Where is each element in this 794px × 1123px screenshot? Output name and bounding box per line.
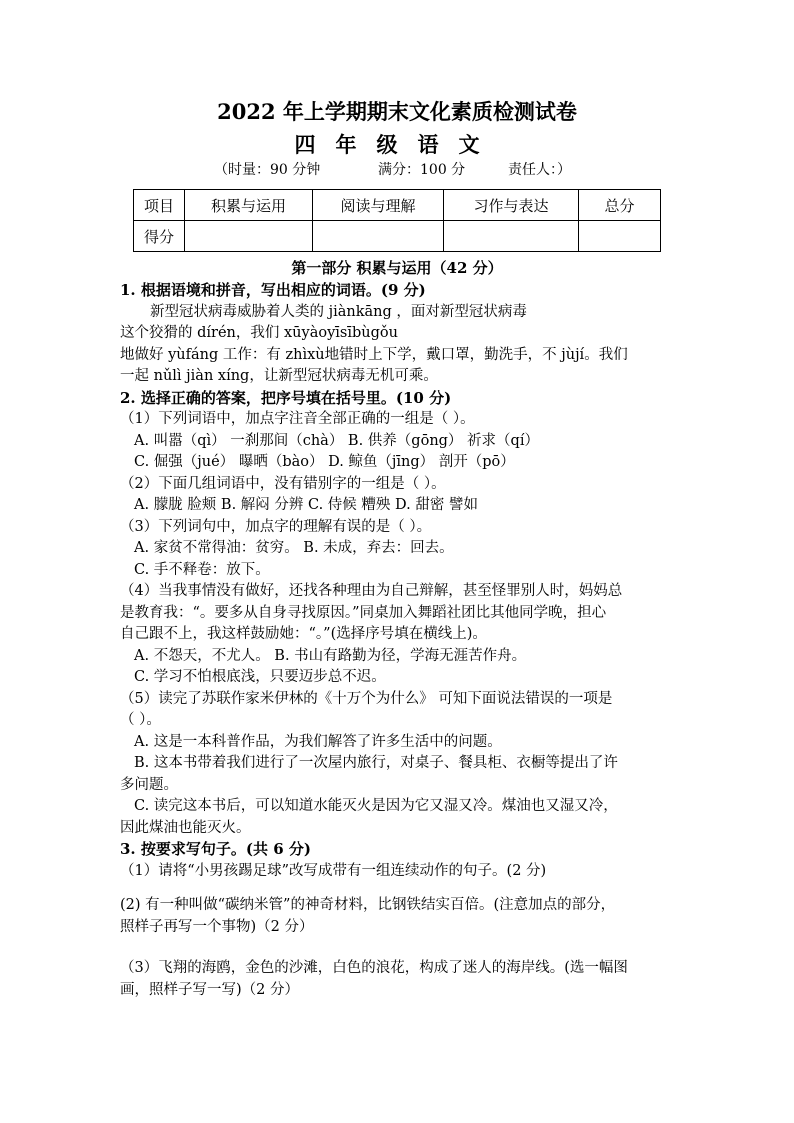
exam-title: 2022 年上学期期末文化素质检测试卷 xyxy=(217,99,577,124)
question-text-line: A. 这是一本科普作品，为我们解答了许多生活中的问题。 xyxy=(134,733,502,750)
question-heading: 1. 根据语境和拼音，写出相应的词语。(9 分) xyxy=(120,281,426,299)
question-text-line: 画，照样子写一写)（2 分） xyxy=(120,982,299,998)
question-text-line: 一起 nǔlì jiàn xíng，让新型冠状病毒无机可乘。 xyxy=(120,368,438,384)
question-text-line: （ ）。 xyxy=(120,712,161,728)
question-text-line: C. 倔强（jué） 曝晒（bào） D. 鲸鱼（jīng） 剖开（pō） xyxy=(134,454,515,470)
question-heading: 2. 选择正确的答案，把序号填在括号里。(10 分) xyxy=(120,388,452,407)
score-cell[interactable] xyxy=(579,221,661,252)
question-text-line: 因此煤油也能灭火。 xyxy=(120,819,251,836)
score-cell[interactable] xyxy=(313,221,444,252)
score-cell[interactable] xyxy=(185,221,313,252)
question-text-line: （1）请将“小男孩踢足球”改写成带有一组连续动作的句子。(2 分) xyxy=(120,862,547,879)
question-text-line: C. 读完这本书后，可以知道水能灭火是因为它又湿又冷。煤油也又湿又冷， xyxy=(134,798,618,814)
table-row-label: 得分 xyxy=(134,221,185,252)
question-text-line: （5）读完了苏联作家米伊林的《十万个为什么》 可知下面说法错误的一项是 xyxy=(120,690,613,707)
table-header-cell: 积累与运用 xyxy=(185,190,313,221)
question-text-line: （2）下面几组词语中，没有错别字的一组是（ ）。 xyxy=(120,475,446,492)
question-text-line: A. 不怨天，不尤人。 B. 书山有路勤为径，学海无涯苦作舟。 xyxy=(134,647,527,664)
score-table-header-row xyxy=(134,190,661,221)
question-text-line: C. 学习不怕根底浅，只要迈步总不迟。 xyxy=(134,669,386,685)
question-text-line: （4）当我事情没有做好，还找各种理由为自己辩解，甚至怪罪别人时，妈妈总 xyxy=(120,583,623,599)
question-text-line: A. 家贫不常得油：贫穷。 B. 未成，弃去：回去。 xyxy=(134,540,454,556)
score-table xyxy=(133,189,661,252)
question-text-line: C. 手不释卷：放下。 xyxy=(134,561,270,578)
question-text-line: 这个狡猾的 dírén，我们 xūyàoyīsībùgǒu xyxy=(120,325,398,341)
question-text-line: （3）飞翔的海鸥，金色的沙滩，白色的浪花，构成了迷人的海岸线。(选一幅图 xyxy=(120,960,628,976)
score-table-score-row xyxy=(134,221,661,252)
question-text-line: (2) 有一种叫做“碳纳米管”的神奇材料，比钢铁结实百倍。(注意加点的部分， xyxy=(120,897,616,913)
table-header-cell: 项目 xyxy=(134,190,185,221)
exam-subtitle: 四年级语文 xyxy=(294,132,500,157)
question-text-line: 地做好 yùfáng 工作：有 zhìxù地错时上下学，戴口罩，勤洗手，不 jùjí。我们 xyxy=(120,346,628,363)
responsible-person: 责任人：） xyxy=(508,162,571,178)
time-limit: （时量：90 分钟 xyxy=(214,162,321,178)
question-text-line: A. 朦胧 脸颊 B. 解闷 分辨 C. 侍候 糟殃 D. 甜密 譬如 xyxy=(134,497,478,513)
score-cell[interactable] xyxy=(444,221,579,252)
table-header-cell: 阅读与理解 xyxy=(313,190,444,221)
question-text-line: 是教育我：“。要多从自身寻找原因。”同桌加入舞蹈社团比其他同学晚，担心 xyxy=(120,604,607,621)
table-header-cell: 总分 xyxy=(579,190,661,221)
question-text-line: 多问题。 xyxy=(120,776,178,793)
question-heading: 3. 按要求写句子。(共 6 分) xyxy=(120,840,311,858)
question-text-line: 照样子再写一个事物)（2 分） xyxy=(120,919,314,935)
question-text-line: （3）下列词句中，加点字的理解有误的是（ ）。 xyxy=(120,518,432,535)
question-text-line: 新型冠状病毒威胁着人类的 jiànkāng ，面对新型冠状病毒 xyxy=(150,303,527,320)
table-header-cell: 习作与表达 xyxy=(444,190,579,221)
section-title: 第一部分 积累与运用（42 分） xyxy=(291,259,503,277)
question-text-line: B. 这本书带着我们进行了一次屋内旅行，对桌子、餐具柜、衣橱等提出了许 xyxy=(134,755,618,771)
question-text-line: （1）下列词语中，加点字注音全部正确的一组是（ ）。 xyxy=(120,411,475,427)
question-text-line: 自己跟不上，我这样鼓励她：“。”(选择序号填在横线上)。 xyxy=(120,626,487,642)
question-text-line: A. 叫嚣（qì） 一刹那间（chà） B. 供养（gōng） 祈求（qí） xyxy=(134,432,539,449)
full-score: 满分：100 分 xyxy=(378,162,466,178)
